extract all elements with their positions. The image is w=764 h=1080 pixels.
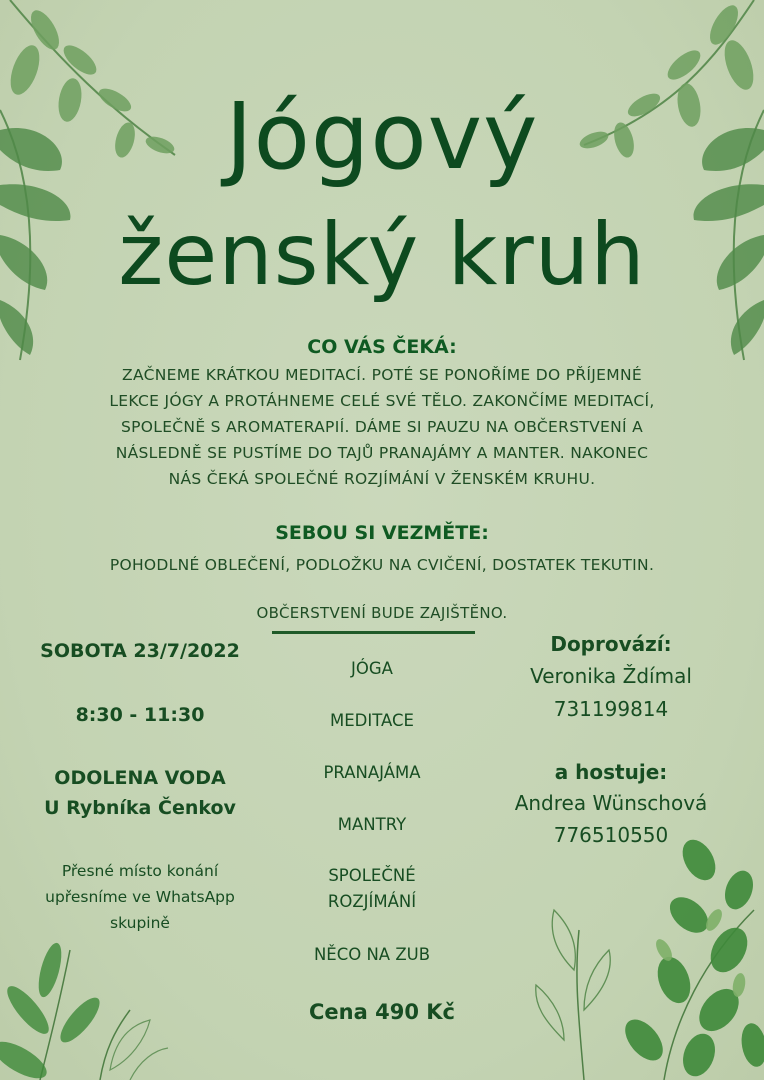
event-date: SOBOTA 23/7/2022 (40, 640, 240, 662)
what-awaits-line: SPOLEČNĚ S AROMATERAPIÍ. DÁME SI PAUZU NA OBČERSTVENÍ A (120, 418, 643, 436)
title-line-1: Jógový (225, 83, 539, 190)
program-item: MEDITACE (330, 711, 414, 730)
location-note-line: upřesníme ve WhatsApp (45, 888, 235, 906)
program-item: ROZJÍMÁNÍ (327, 892, 417, 911)
what-awaits-line: LEKCE JÓGY A PROTÁHNEME CELÉ SVÉ TĚLO. ZAKONČÍME MEDITACÍ, (109, 392, 655, 410)
divider (272, 631, 475, 634)
leaves-bottom-right-decoration (524, 820, 764, 1080)
program-item: JÓGA (351, 659, 393, 678)
title-line-2: ženský kruh (118, 205, 646, 305)
what-awaits-line: NÁSLEDNĚ SE PUSTÍME DO TAJŮ PRANAJÁMY A MANTER. NAKONEC (115, 444, 649, 462)
bring-heading: SEBOU SI VEZMĚTE: (275, 522, 489, 544)
what-awaits-heading: CO VÁS ČEKÁ: (307, 336, 457, 358)
location-note-line: Přesné místo konání (61, 862, 219, 880)
program-item: PRANAJÁMA (323, 763, 421, 782)
program-item: SPOLEČNÉ (328, 866, 416, 885)
refreshment-note: OBČERSTVENÍ BUDE ZAJIŠTĚNO. (256, 604, 508, 622)
program-item: NĚCO NA ZUB (313, 945, 431, 964)
program-item: MANTRY (337, 815, 407, 834)
event-place-line-2: U Rybníka Čenkov (44, 797, 236, 819)
guide-phone: 731199814 (553, 697, 669, 721)
event-place-line-1: ODOLENA VODA (54, 767, 226, 789)
host-phone: 776510550 (553, 823, 669, 847)
guide-name: Veronika Ždímal (530, 664, 692, 688)
guide-label: Doprovází: (550, 632, 672, 656)
price: Cena 490 Kč (309, 1000, 455, 1024)
host-label: a hostuje: (554, 760, 668, 784)
what-awaits-text (0, 362, 764, 492)
what-awaits-line: ZAČNEME KRÁTKOU MEDITACÍ. POTÉ SE PONOŘÍME DO PŘÍJEMNÉ (122, 366, 642, 384)
event-time: 8:30 - 11:30 (75, 704, 205, 726)
bring-text: POHODLNÉ OBLEČENÍ, PODLOŽKU NA CVIČENÍ, DOSTATEK TEKUTIN. (109, 556, 655, 574)
host-name: Andrea Wünschová (514, 791, 708, 815)
location-note-line: skupině (110, 914, 170, 932)
what-awaits-line: NÁS ČEKÁ SPOLEČNÉ ROZJÍMÁNÍ V ŽENSKÉM KRUHU. (168, 470, 596, 488)
